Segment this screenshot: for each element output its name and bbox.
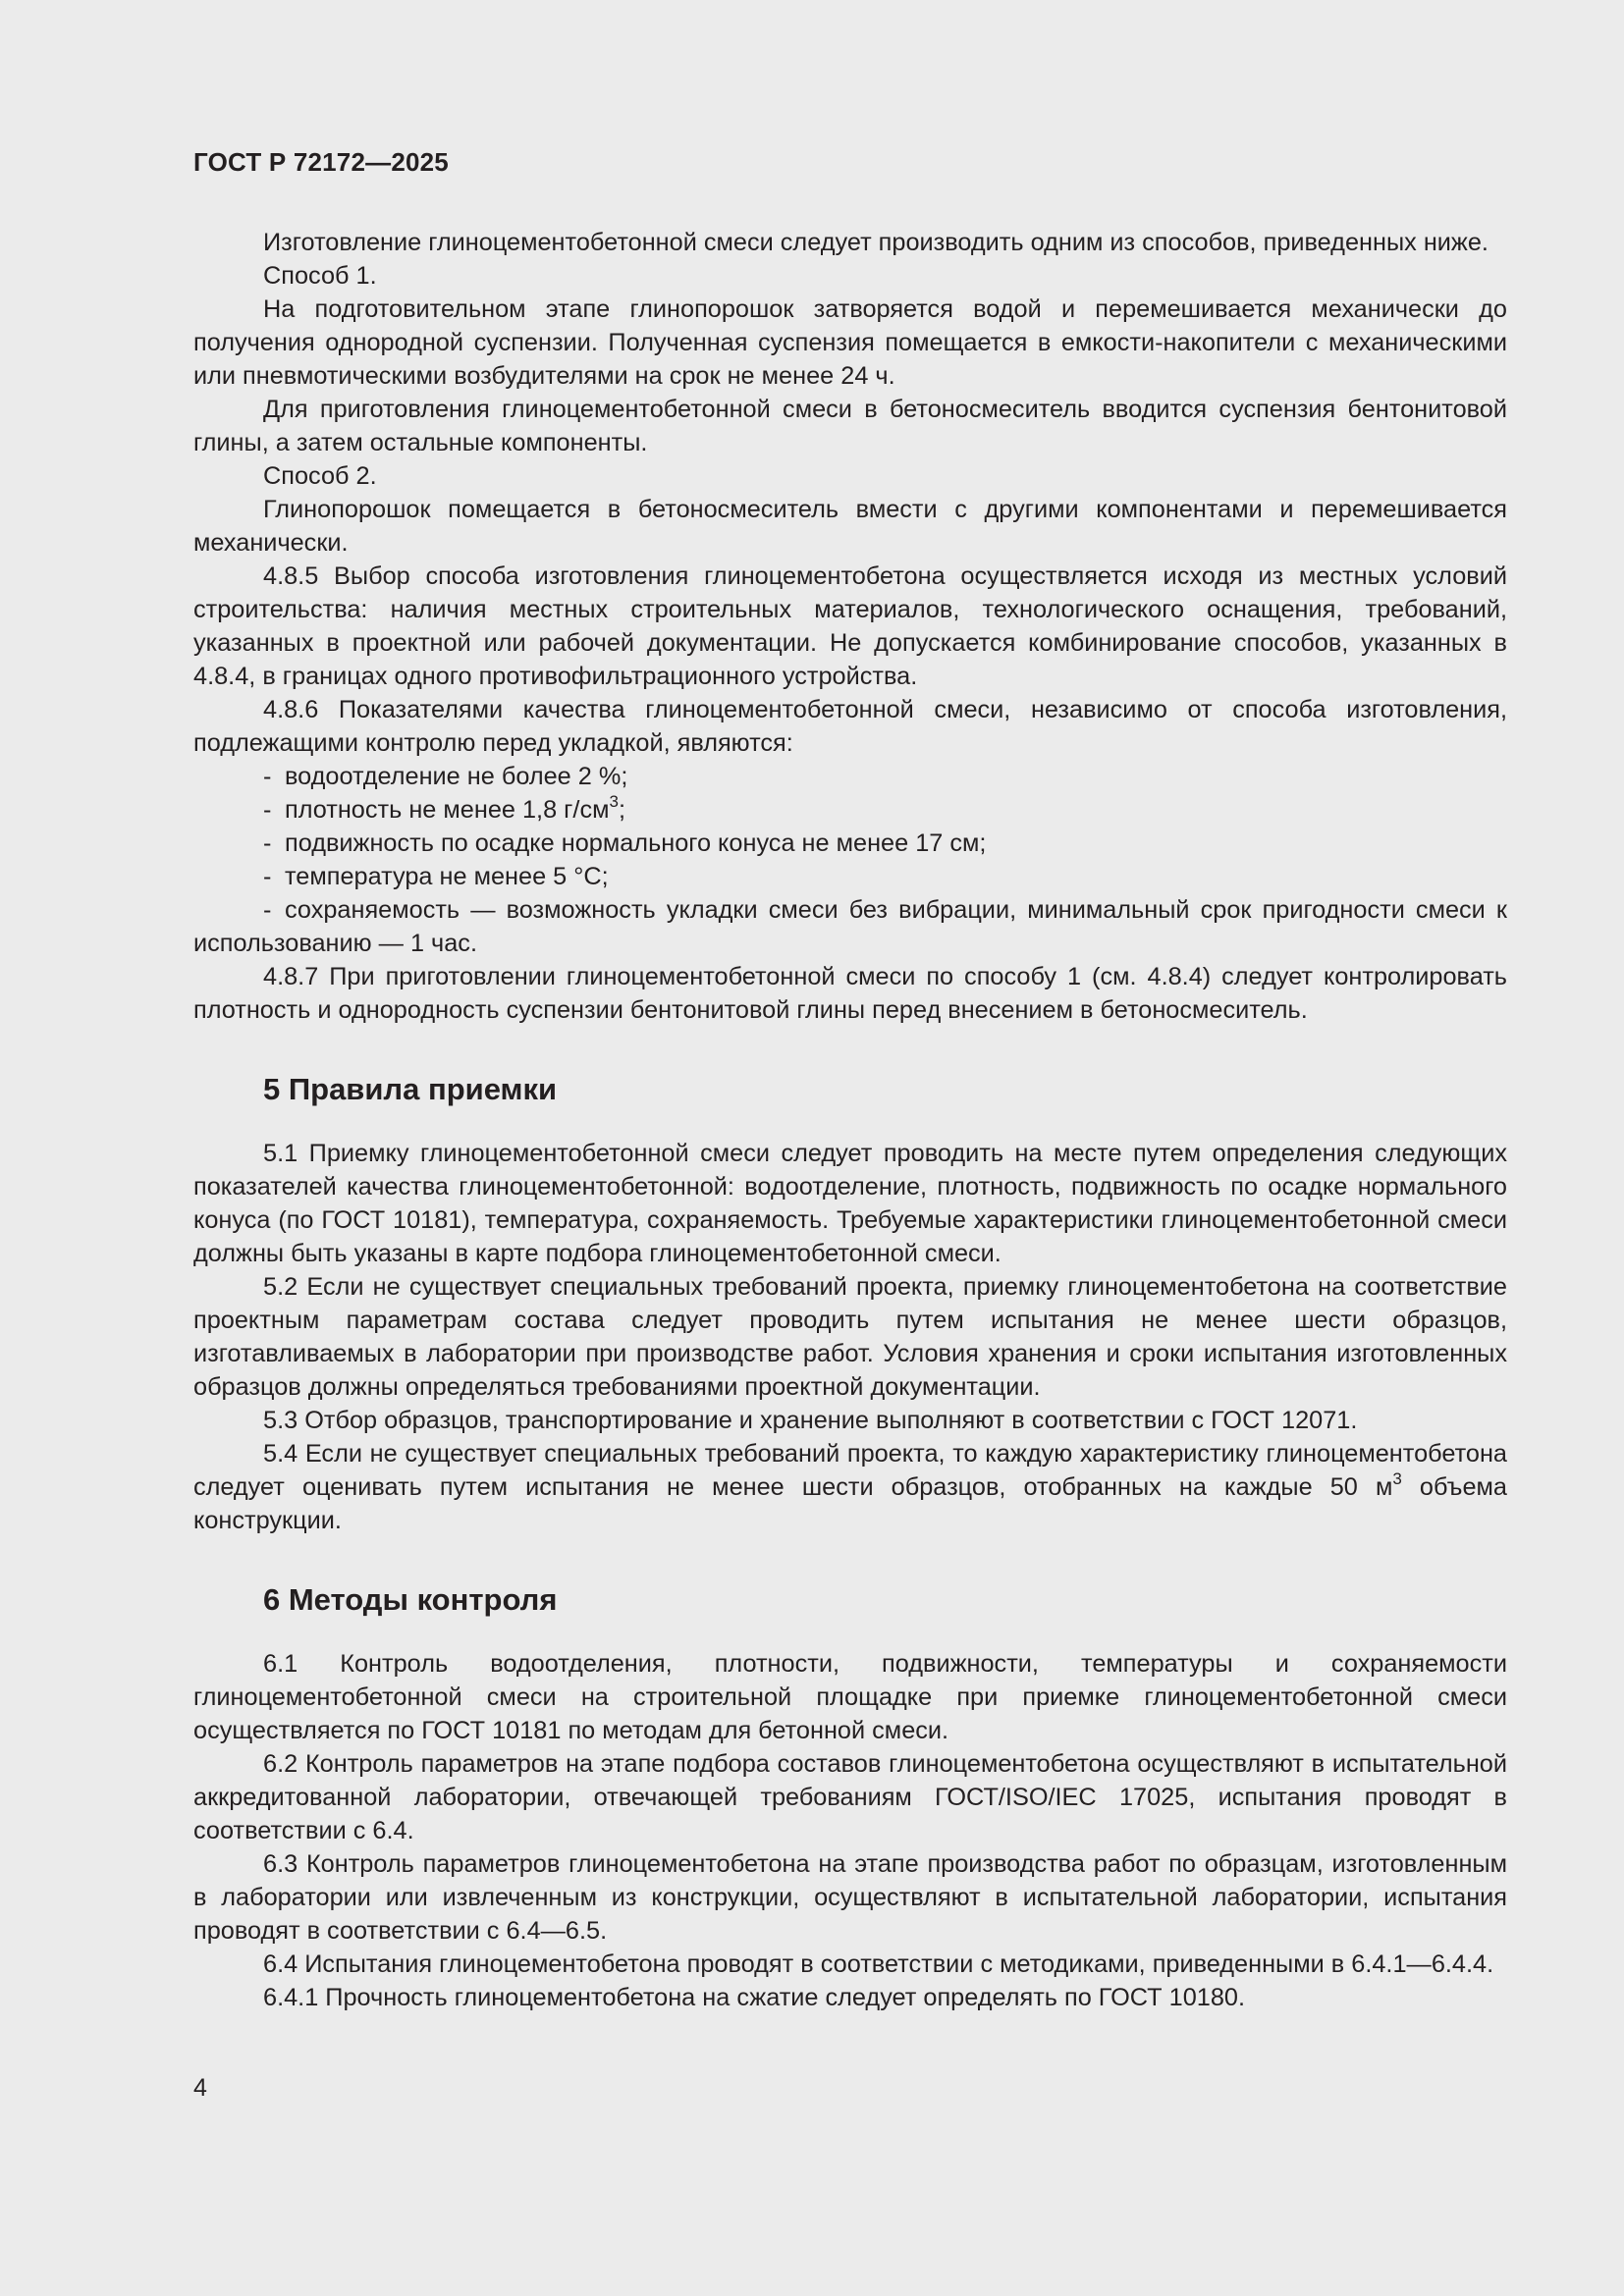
clause-5-4-text: 5.4 Если не существует специальных требований проекта, то каждую характеристику глиноцементобетона следует оценивать путем испытания не менее шести образцов, отобранных на каждые 50 м [193,1440,1507,1501]
list-item-text: температура не менее 5 °С; [285,863,609,890]
page-content [193,226,1507,2014]
list-item [193,893,1507,960]
list-dash: - [263,796,272,824]
list-dash: - [263,829,272,857]
list-item [193,860,1507,893]
section-6-heading: 6 Методы контроля [263,1582,558,1617]
list-item [193,793,1507,827]
list-item-text: подвижность по осадке нормального конуса не менее 17 см; [285,829,987,857]
paragraph-manufacturing-intro: Изготовление глиноцементобетонной смеси следует производить одним из способов, приведенных ниже. [263,229,1489,256]
paragraph-method2: Глинопорошок помещается в бетоносмеситель вмести с другими компонентами и перемешивается механически. [193,496,1507,557]
method2-title: Способ 2. [263,462,377,490]
page-number: 4 [193,2074,207,2102]
clause-6-4-1: 6.4.1 Прочность глиноцементобетона на сжатие следует определять по ГОСТ 10180. [263,1984,1246,2011]
clause-5-3: 5.3 Отбор образцов, транспортирование и хранение выполняют в соответствии с ГОСТ 12071. [263,1407,1358,1434]
clause-6-4: 6.4 Испытания глиноцементобетона проводят в соответствии с методиками, приведенными в 6.4.1—6.4.4. [263,1950,1494,1978]
clause-4-8-7: 4.8.7 При приготовлении глиноцементобетонной смеси по способу 1 (см. 4.8.4) следует контролировать плотность и однородность суспензии бентонитовой глины перед внесением в бетоносмеситель. [193,963,1507,1024]
clause-6-2: 6.2 Контроль параметров на этапе подбора составов глиноцементобетона осуществляют в испытательной аккредитованной лаборатории, отвечающей требованиям ГОСТ/ISO/IEC 17025, испытания проводят в соответствии с 6.4. [193,1750,1507,1844]
clause-5-1: 5.1 Приемку глиноцементобетонной смеси следует проводить на месте путем определения следующих показателей качества глиноцементобетонной: водоотделение, плотность, подвижность по осадке нормального конуса (по ГОСТ 10181), температура, сохраняемость. Требуемые характеристики глиноцементобетонной смеси должны быть указаны в карте подбора глиноцементобетонной смеси. [193,1140,1507,1267]
section-5-heading: 5 Правила приемки [263,1072,558,1106]
superscript: 3 [609,791,619,811]
document-header: ГОСТ Р 72172—2025 [193,147,449,177]
list-item-text-end: ; [618,796,625,824]
clause-6-3: 6.3 Контроль параметров глиноцементобетона на этапе производства работ по образцам, изготовленным в лаборатории или извлеченным из конструкции, осуществляют в испытательной лаборатории, испытания проводят в соответствии с 6.4—6.5. [193,1850,1507,1945]
list-item-text: плотность не менее 1,8 г/см [285,796,610,824]
method1-title: Способ 1. [263,262,377,290]
clause-5-4-text-end: объема конструкции. [193,1473,1507,1534]
clause-5-4 [193,1437,1507,1537]
paragraph-method1-prep: На подготовительном этапе глинопорошок затворяется водой и перемешивается механически до получения однородной суспензии. Полученная суспензия помещается в емкости-накопители с механическими или пневмотическими возбудителями на срок не менее 24 ч. [193,295,1507,390]
clause-5-2: 5.2 Если не существует специальных требований проекта, приемку глиноцементобетона на соответствие проектным параметрам состава следует проводить путем испытания не менее шести образцов, изготавливаемых в лаборатории при производстве работ. Условия хранения и сроки испытания изготовленных образцов должны определяться требованиями проектной документации. [193,1273,1507,1401]
superscript: 3 [1392,1468,1402,1488]
list-item [193,827,1507,860]
clause-4-8-6: 4.8.6 Показателями качества глиноцементобетонной смеси, независимо от способа изготовления, подлежащими контролю перед укладкой, являются: [193,696,1507,757]
list-item-text: водоотделение не более 2 %; [285,763,628,790]
paragraph-method1-mixing: Для приготовления глиноцементобетонной смеси в бетоносмеситель вводится суспензия бентонитовой глины, а затем остальные компоненты. [193,396,1507,456]
list-dash: - [263,763,272,790]
list-item [193,760,1507,793]
clause-6-1: 6.1 Контроль водоотделения, плотности, подвижности, температуры и сохраняемости глиноцементобетонной смеси на строительной площадке при приемке глиноцементобетонной смеси осуществляется по ГОСТ 10181 по методам для бетонной смеси. [193,1650,1507,1744]
list-dash: - [263,863,272,890]
clause-4-8-5: 4.8.5 Выбор способа изготовления глиноцементобетона осуществляется исходя из местных условий строительства: наличия местных строительных материалов, технологического оснащения, требований, указанных в проектной или рабочей документации. Не допускается комбинирование способов, указанных в 4.8.4, в границах одного противофильтрационного устройства. [193,562,1507,690]
list-dash: - [263,896,272,924]
list-item-text: сохраняемость — возможность укладки смеси без вибрации, минимальный срок пригодности смеси к использованию — 1 час. [193,896,1507,957]
